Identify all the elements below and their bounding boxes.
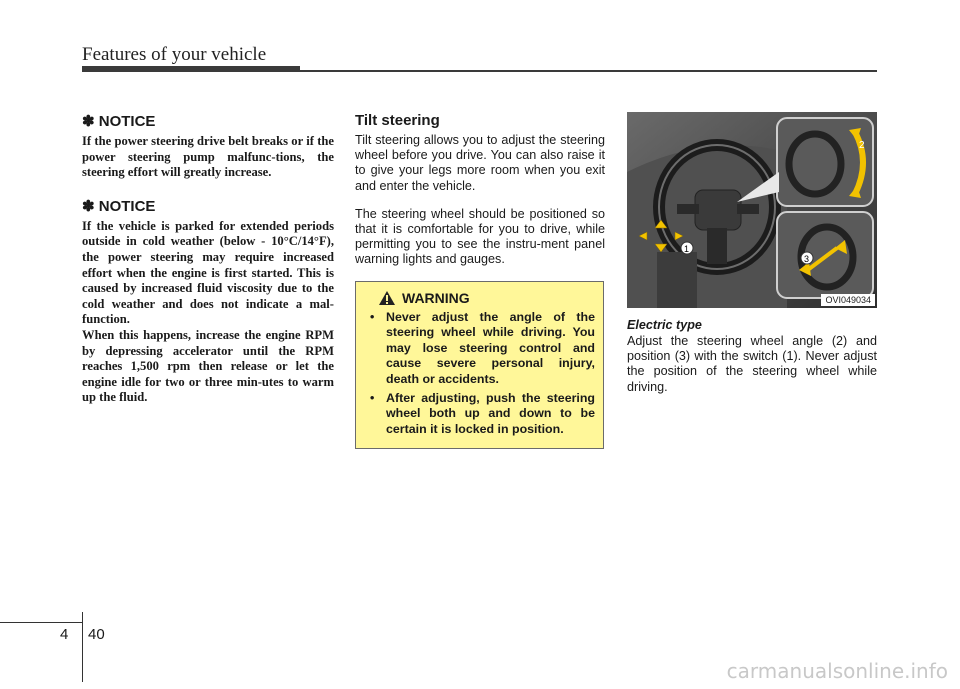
warning-box — [355, 281, 604, 449]
electric-type-text: Adjust the steering wheel angle (2) and position (3) with the switch (1). Never adjust the position of the steering wheel while driving. — [627, 334, 877, 394]
figure-code: OVI049034 — [821, 294, 875, 306]
figure-label-2: 2 — [859, 140, 865, 151]
notice-body: If the power steering drive belt breaks or if the power steering pump malfunc-tions, the steering effort will greatly increase. — [82, 134, 334, 180]
warning-list — [364, 310, 595, 437]
chapter-number: 4 — [60, 626, 69, 643]
page-number: 40 — [88, 626, 105, 643]
watermark-text: carmanualsonline.info — [726, 659, 948, 683]
figure-label-3: 3 — [804, 254, 810, 264]
warning-item: • Never adjust the angle of the steering wheel while driving. You may lose steering control and cause severe personal injury, death or accidents. — [370, 310, 595, 386]
warning-item: • After adjusting, push the steering wheel both up and down to be certain it is locked in position. — [370, 391, 595, 436]
footer-rule — [0, 622, 82, 623]
page-header-title: Features of your vehicle — [82, 44, 267, 65]
middle-column — [355, 112, 605, 281]
header-rule-thin — [300, 70, 877, 72]
header-rule — [82, 66, 300, 72]
warning-triangle-icon — [378, 290, 396, 306]
tilt-paragraph-1: Tilt steering allows you to adjust the steering wheel before you drive. You can also raise it to give your legs more room when you exit and enter the vehicle. — [355, 133, 605, 193]
tilt-paragraph-2: The steering wheel should be positioned so that it is comfortable for you to drive, while permitting you to see the instru-ment panel warning lights and gauges. — [355, 206, 605, 267]
right-column — [627, 112, 877, 408]
notice-body-2a: If the vehicle is parked for extended periods outside in cold weather (below - 10°C/14°F), the power steering may require increased effort when the engine is first started. This is caused by increased fluid viscosity due to the cold weather and does not indicate a mal-function. — [82, 218, 334, 327]
warning-title: WARNING — [402, 290, 470, 306]
notice-heading: ✽ NOTICE — [82, 113, 156, 130]
notice-heading-2: ✽ NOTICE — [82, 197, 156, 215]
left-column — [82, 112, 334, 422]
section-title: Tilt steering — [355, 112, 440, 129]
electric-type-caption: Electric type — [627, 318, 702, 332]
notice-body-2b: When this happens, increase the engine RPM by depressing accelerator until the RPM reaches 1,500 rpm then release or let the engine idle for two or three min-utes to warm up the fluid. — [82, 327, 334, 405]
steering-wheel-illustration — [627, 112, 877, 308]
footer-divider — [82, 612, 83, 682]
steering-wheel-drawing — [627, 112, 877, 308]
figure-label-1: 1 — [684, 244, 690, 254]
warning-header — [378, 290, 595, 306]
